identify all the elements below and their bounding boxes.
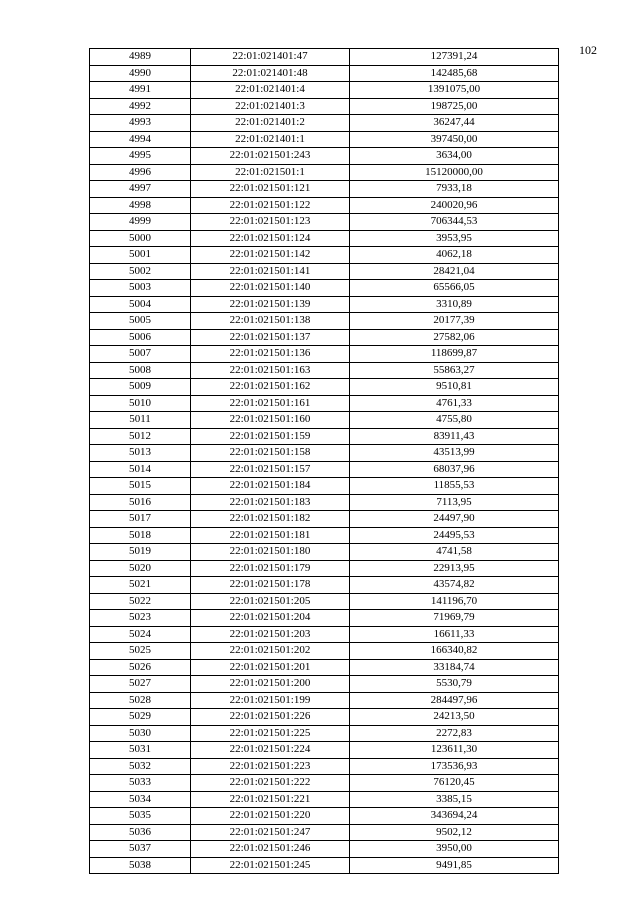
table-row — [90, 115, 559, 132]
cadastral-number-cell: 22:01:021501:138 — [191, 313, 350, 330]
cadastral-number-cell: 22:01:021501:200 — [191, 676, 350, 693]
row-number-cell: 4997 — [90, 181, 191, 198]
cadastral-number-cell: 22:01:021501:245 — [191, 857, 350, 874]
table-row — [90, 65, 559, 82]
value-cell: 4062,18 — [350, 247, 559, 264]
cadastral-number-cell: 22:01:021501:141 — [191, 263, 350, 280]
cadastral-number-cell: 22:01:021501:184 — [191, 478, 350, 495]
row-number-cell: 5008 — [90, 362, 191, 379]
row-number-cell: 5038 — [90, 857, 191, 874]
table-row — [90, 148, 559, 165]
value-cell: 142485,68 — [350, 65, 559, 82]
value-cell: 7933,18 — [350, 181, 559, 198]
value-cell: 397450,00 — [350, 131, 559, 148]
row-number-cell: 4993 — [90, 115, 191, 132]
value-cell: 141196,70 — [350, 593, 559, 610]
row-number-cell: 5028 — [90, 692, 191, 709]
row-number-cell: 5037 — [90, 841, 191, 858]
value-cell: 3310,89 — [350, 296, 559, 313]
row-number-cell: 5020 — [90, 560, 191, 577]
row-number-cell: 5015 — [90, 478, 191, 495]
cadastral-number-cell: 22:01:021501:222 — [191, 775, 350, 792]
table-row — [90, 742, 559, 759]
row-number-cell: 5017 — [90, 511, 191, 528]
row-number-cell: 4989 — [90, 49, 191, 66]
row-number-cell: 5034 — [90, 791, 191, 808]
cadastral-number-cell: 22:01:021501:203 — [191, 626, 350, 643]
table-body — [90, 49, 559, 874]
value-cell: 28421,04 — [350, 263, 559, 280]
row-number-cell: 5031 — [90, 742, 191, 759]
value-cell: 7113,95 — [350, 494, 559, 511]
cadastral-number-cell: 22:01:021501:220 — [191, 808, 350, 825]
value-cell: 3634,00 — [350, 148, 559, 165]
value-cell: 55863,27 — [350, 362, 559, 379]
value-cell: 5530,79 — [350, 676, 559, 693]
row-number-cell: 5019 — [90, 544, 191, 561]
cadastral-number-cell: 22:01:021501:199 — [191, 692, 350, 709]
row-number-cell: 4994 — [90, 131, 191, 148]
table-row — [90, 247, 559, 264]
cadastral-number-cell: 22:01:021501:122 — [191, 197, 350, 214]
value-cell: 24495,53 — [350, 527, 559, 544]
cadastral-number-cell: 22:01:021501:136 — [191, 346, 350, 363]
row-number-cell: 5036 — [90, 824, 191, 841]
value-cell: 22913,95 — [350, 560, 559, 577]
table-row — [90, 577, 559, 594]
cadastral-number-cell: 22:01:021401:2 — [191, 115, 350, 132]
value-cell: 3950,00 — [350, 841, 559, 858]
table-row — [90, 280, 559, 297]
cadastral-number-cell: 22:01:021501:247 — [191, 824, 350, 841]
value-cell: 83911,43 — [350, 428, 559, 445]
value-cell: 16611,33 — [350, 626, 559, 643]
value-cell: 4761,33 — [350, 395, 559, 412]
value-cell: 4755,80 — [350, 412, 559, 429]
row-number-cell: 5005 — [90, 313, 191, 330]
table-row — [90, 725, 559, 742]
table-row — [90, 214, 559, 231]
value-cell: 9491,85 — [350, 857, 559, 874]
table-row — [90, 494, 559, 511]
table-row — [90, 346, 559, 363]
value-cell: 173536,93 — [350, 758, 559, 775]
table-row — [90, 164, 559, 181]
cadastral-number-cell: 22:01:021501:205 — [191, 593, 350, 610]
row-number-cell: 5007 — [90, 346, 191, 363]
cadastral-number-cell: 22:01:021501:202 — [191, 643, 350, 660]
table-row — [90, 412, 559, 429]
value-cell: 36247,44 — [350, 115, 559, 132]
cadastral-number-cell: 22:01:021501:140 — [191, 280, 350, 297]
value-cell: 343694,24 — [350, 808, 559, 825]
row-number-cell: 5009 — [90, 379, 191, 396]
table-row — [90, 181, 559, 198]
row-number-cell: 5026 — [90, 659, 191, 676]
table-row — [90, 758, 559, 775]
row-number-cell: 5022 — [90, 593, 191, 610]
cadastral-number-cell: 22:01:021501:224 — [191, 742, 350, 759]
row-number-cell: 5002 — [90, 263, 191, 280]
row-number-cell: 5000 — [90, 230, 191, 247]
cadastral-number-cell: 22:01:021501:142 — [191, 247, 350, 264]
page-number: 102 — [579, 43, 597, 57]
value-cell: 240020,96 — [350, 197, 559, 214]
table-row — [90, 329, 559, 346]
value-cell: 198725,00 — [350, 98, 559, 115]
table-row — [90, 98, 559, 115]
cadastral-number-cell: 22:01:021401:48 — [191, 65, 350, 82]
cadastral-number-cell: 22:01:021501:124 — [191, 230, 350, 247]
row-number-cell: 5030 — [90, 725, 191, 742]
cadastral-number-cell: 22:01:021501:183 — [191, 494, 350, 511]
value-cell: 71969,79 — [350, 610, 559, 627]
value-cell: 20177,39 — [350, 313, 559, 330]
cadastral-number-cell: 22:01:021501:157 — [191, 461, 350, 478]
table-row — [90, 560, 559, 577]
cadastral-number-cell: 22:01:021501:201 — [191, 659, 350, 676]
value-cell: 33184,74 — [350, 659, 559, 676]
value-cell: 15120000,00 — [350, 164, 559, 181]
table-row — [90, 478, 559, 495]
cadastral-number-cell: 22:01:021401:3 — [191, 98, 350, 115]
cadastral-number-cell: 22:01:021401:47 — [191, 49, 350, 66]
row-number-cell: 5032 — [90, 758, 191, 775]
table-row — [90, 313, 559, 330]
table-row — [90, 626, 559, 643]
row-number-cell: 4992 — [90, 98, 191, 115]
cadastral-number-cell: 22:01:021501:178 — [191, 577, 350, 594]
value-cell: 76120,45 — [350, 775, 559, 792]
row-number-cell: 5014 — [90, 461, 191, 478]
row-number-cell: 5018 — [90, 527, 191, 544]
table-row — [90, 461, 559, 478]
table-row — [90, 296, 559, 313]
cadastral-number-cell: 22:01:021501:180 — [191, 544, 350, 561]
row-number-cell: 4990 — [90, 65, 191, 82]
row-number-cell: 5021 — [90, 577, 191, 594]
cadastral-number-cell: 22:01:021501:139 — [191, 296, 350, 313]
cadastral-number-cell: 22:01:021501:179 — [191, 560, 350, 577]
cadastral-number-cell: 22:01:021401:1 — [191, 131, 350, 148]
cadastral-number-cell: 22:01:021501:221 — [191, 791, 350, 808]
table-row — [90, 544, 559, 561]
cadastral-number-cell: 22:01:021501:181 — [191, 527, 350, 544]
table-row — [90, 676, 559, 693]
table-row — [90, 379, 559, 396]
cadastral-number-cell: 22:01:021501:121 — [191, 181, 350, 198]
value-cell: 127391,24 — [350, 49, 559, 66]
row-number-cell: 5010 — [90, 395, 191, 412]
row-number-cell: 5023 — [90, 610, 191, 627]
table-row — [90, 692, 559, 709]
cadastral-number-cell: 22:01:021501:123 — [191, 214, 350, 231]
row-number-cell: 5033 — [90, 775, 191, 792]
value-cell: 118699,87 — [350, 346, 559, 363]
value-cell: 11855,53 — [350, 478, 559, 495]
value-cell: 3385,15 — [350, 791, 559, 808]
value-cell: 284497,96 — [350, 692, 559, 709]
row-number-cell: 5006 — [90, 329, 191, 346]
value-cell: 65566,05 — [350, 280, 559, 297]
table-row — [90, 395, 559, 412]
table-row — [90, 230, 559, 247]
row-number-cell: 5004 — [90, 296, 191, 313]
table-row — [90, 808, 559, 825]
row-number-cell: 4996 — [90, 164, 191, 181]
table-row — [90, 362, 559, 379]
table-row — [90, 593, 559, 610]
table-row — [90, 527, 559, 544]
value-cell: 123611,30 — [350, 742, 559, 759]
value-cell: 1391075,00 — [350, 82, 559, 99]
cadastral-number-cell: 22:01:021501:137 — [191, 329, 350, 346]
row-number-cell: 5003 — [90, 280, 191, 297]
value-cell: 43513,99 — [350, 445, 559, 462]
row-number-cell: 4995 — [90, 148, 191, 165]
table-row — [90, 511, 559, 528]
value-cell: 43574,82 — [350, 577, 559, 594]
table-row — [90, 197, 559, 214]
row-number-cell: 5024 — [90, 626, 191, 643]
value-cell: 24213,50 — [350, 709, 559, 726]
table-row — [90, 659, 559, 676]
cadastral-number-cell: 22:01:021501:204 — [191, 610, 350, 627]
table-row — [90, 610, 559, 627]
table-row — [90, 82, 559, 99]
cadastral-number-cell: 22:01:021501:225 — [191, 725, 350, 742]
cadastral-number-cell: 22:01:021501:223 — [191, 758, 350, 775]
table-row — [90, 263, 559, 280]
cadastral-number-cell: 22:01:021501:159 — [191, 428, 350, 445]
value-cell: 3953,95 — [350, 230, 559, 247]
value-cell: 27582,06 — [350, 329, 559, 346]
table-row — [90, 775, 559, 792]
row-number-cell: 5035 — [90, 808, 191, 825]
value-cell: 2272,83 — [350, 725, 559, 742]
table-row — [90, 824, 559, 841]
table-row — [90, 791, 559, 808]
table-row — [90, 49, 559, 66]
row-number-cell: 5001 — [90, 247, 191, 264]
cadastral-number-cell: 22:01:021501:246 — [191, 841, 350, 858]
table-row — [90, 428, 559, 445]
cadastral-number-cell: 22:01:021501:160 — [191, 412, 350, 429]
cadastral-number-cell: 22:01:021501:161 — [191, 395, 350, 412]
value-cell: 9510,81 — [350, 379, 559, 396]
row-number-cell: 5029 — [90, 709, 191, 726]
value-cell: 68037,96 — [350, 461, 559, 478]
cadastral-number-cell: 22:01:021401:4 — [191, 82, 350, 99]
row-number-cell: 4999 — [90, 214, 191, 231]
table-row — [90, 445, 559, 462]
cadastral-table — [89, 48, 559, 874]
row-number-cell: 5011 — [90, 412, 191, 429]
table-row — [90, 841, 559, 858]
cadastral-number-cell: 22:01:021501:1 — [191, 164, 350, 181]
row-number-cell: 5016 — [90, 494, 191, 511]
value-cell: 706344,53 — [350, 214, 559, 231]
cadastral-number-cell: 22:01:021501:158 — [191, 445, 350, 462]
row-number-cell: 4998 — [90, 197, 191, 214]
cadastral-number-cell: 22:01:021501:226 — [191, 709, 350, 726]
row-number-cell: 5027 — [90, 676, 191, 693]
cadastral-number-cell: 22:01:021501:162 — [191, 379, 350, 396]
cadastral-number-cell: 22:01:021501:243 — [191, 148, 350, 165]
table-row — [90, 643, 559, 660]
table-row — [90, 857, 559, 874]
table-row — [90, 131, 559, 148]
value-cell: 4741,58 — [350, 544, 559, 561]
row-number-cell: 5025 — [90, 643, 191, 660]
value-cell: 9502,12 — [350, 824, 559, 841]
row-number-cell: 5013 — [90, 445, 191, 462]
row-number-cell: 5012 — [90, 428, 191, 445]
table-row — [90, 709, 559, 726]
cadastral-number-cell: 22:01:021501:182 — [191, 511, 350, 528]
value-cell: 24497,90 — [350, 511, 559, 528]
cadastral-number-cell: 22:01:021501:163 — [191, 362, 350, 379]
value-cell: 166340,82 — [350, 643, 559, 660]
row-number-cell: 4991 — [90, 82, 191, 99]
